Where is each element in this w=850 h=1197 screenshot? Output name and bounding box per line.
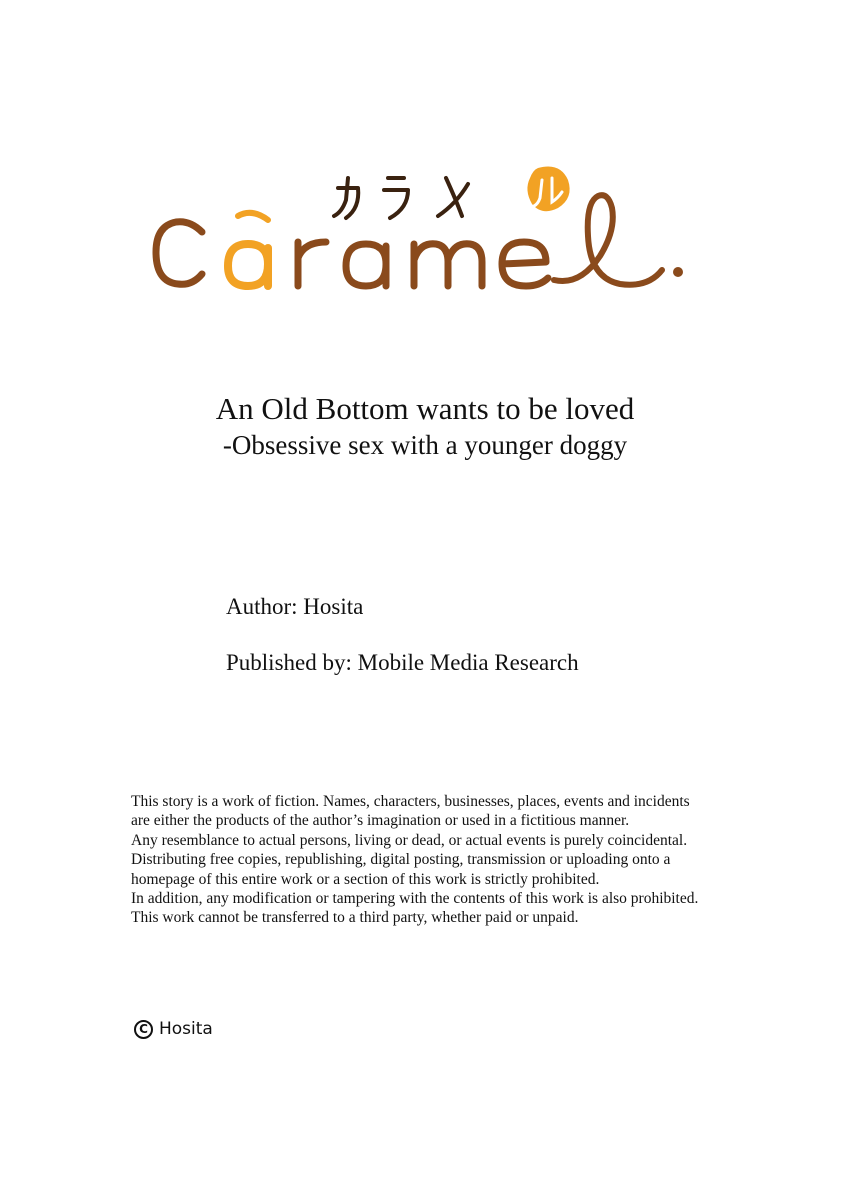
logo-wordmark xyxy=(156,195,683,286)
legal-disclaimer xyxy=(131,792,741,928)
copyright-holder: Hosita xyxy=(159,1019,213,1039)
publisher-credit: Published by: Mobile Media Research xyxy=(226,650,579,675)
copyright-icon: C xyxy=(134,1020,153,1039)
copyright-notice xyxy=(134,1017,213,1041)
disclaimer-line: homepage of this entire work or a section of this work is strictly prohibited. xyxy=(131,870,600,888)
disclaimer-line: Any resemblance to actual persons, living or dead, or actual events is purely coincidental. xyxy=(131,831,688,849)
title-block xyxy=(0,390,850,462)
disclaimer-line: Distributing free copies, republishing, digital posting, transmission or uploading onto a xyxy=(131,851,671,869)
caramel-logo xyxy=(150,160,700,300)
logo-ru-badge xyxy=(527,167,569,212)
disclaimer-line: This story is a work of fiction. Names, characters, businesses, places, events and incidents xyxy=(131,793,690,810)
disclaimer-line: This work cannot be transferred to a third party, whether paid or unpaid. xyxy=(131,909,579,927)
book-title: An Old Bottom wants to be loved xyxy=(215,391,635,426)
disclaimer-line: In addition, any modification or tampering with the contents of this work is also prohibited. xyxy=(131,890,699,908)
disclaimer-line: are either the products of the author’s imagination or used in a fictitious manner. xyxy=(131,812,630,830)
author-credit: Author: Hosita xyxy=(226,594,364,619)
logo-katakana xyxy=(334,178,468,218)
book-subtitle: -Obsessive sex with a younger doggy xyxy=(222,430,628,460)
